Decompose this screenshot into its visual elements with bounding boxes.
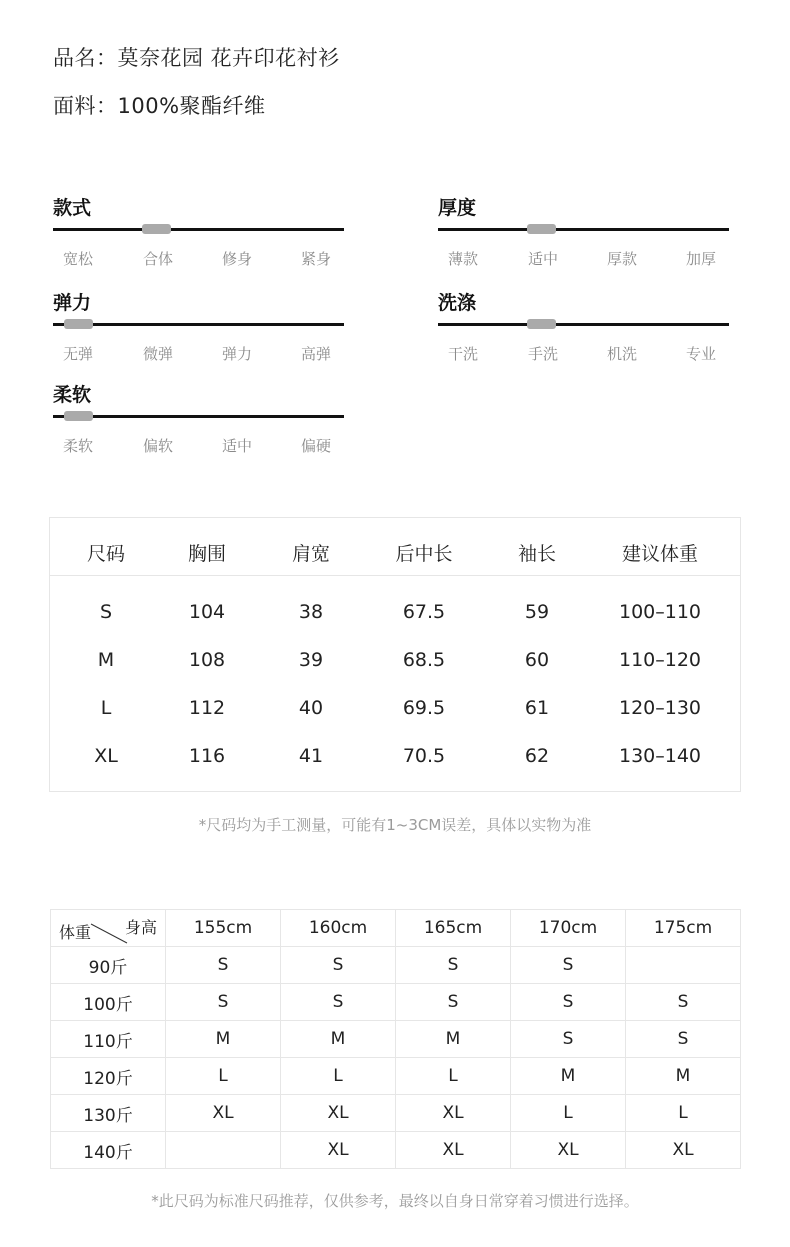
size-table-header-cell: 肩宽 <box>291 543 330 565</box>
recommended-size-cell: XL <box>281 1132 396 1169</box>
recommended-size-cell: S <box>281 947 396 984</box>
attribute-marker <box>527 224 556 234</box>
recommended-size-cell: L <box>166 1058 281 1095</box>
recommended-size-cell: S <box>281 984 396 1021</box>
recommended-size-cell: S <box>511 1021 626 1058</box>
recommended-size-cell: M <box>166 1021 281 1058</box>
attribute-3 <box>438 288 729 368</box>
recommendation-note: *此尺码为标准尺码推荐，仅供参考，最终以自身日常穿着习惯进行选择。 <box>151 1192 639 1210</box>
attribute-options <box>438 248 729 270</box>
corner-weight-label: 体重 <box>59 923 92 942</box>
attribute-track <box>438 228 729 231</box>
attribute-option: 修身 <box>221 250 252 268</box>
height-header-cell: 175cm <box>626 910 741 947</box>
size-table-cell: 60 <box>524 649 550 671</box>
recommended-size-cell: S <box>511 947 626 984</box>
recommended-size-cell: S <box>626 1021 741 1058</box>
recommended-size-cell: S <box>166 947 281 984</box>
attribute-options <box>438 343 729 365</box>
weight-cell: 90斤 <box>51 947 166 984</box>
height-header-cell: 160cm <box>281 910 396 947</box>
size-table-cell: 70.5 <box>402 745 446 767</box>
recommended-size-cell: XL <box>396 1095 511 1132</box>
size-table-cell: 110–120 <box>618 649 702 671</box>
attribute-marker <box>527 319 556 329</box>
recommended-size-cell: S <box>511 984 626 1021</box>
recommended-size-cell: XL <box>511 1132 626 1169</box>
recommendation-corner-cell <box>51 910 166 947</box>
attribute-option: 机洗 <box>606 345 637 363</box>
attribute-option: 专业 <box>685 345 716 363</box>
attribute-track <box>438 323 729 326</box>
size-table-cell: 61 <box>524 697 550 719</box>
size-table-cell: 68.5 <box>402 649 446 671</box>
recommended-size-cell: M <box>626 1058 741 1095</box>
attribute-option: 适中 <box>527 250 558 268</box>
attribute-title: 柔软 <box>53 384 92 406</box>
attribute-2 <box>53 288 344 368</box>
recommended-size-cell: XL <box>166 1095 281 1132</box>
recommended-size-cell: M <box>281 1021 396 1058</box>
attribute-option: 偏软 <box>142 437 173 455</box>
attribute-option: 柔软 <box>62 437 93 455</box>
recommended-size-cell: L <box>281 1058 396 1095</box>
height-header-cell: 155cm <box>166 910 281 947</box>
attribute-options <box>53 343 344 365</box>
attribute-0 <box>53 193 344 273</box>
size-table-header-cell: 尺码 <box>86 543 125 565</box>
recommendation-row <box>51 947 741 984</box>
weight-cell: 100斤 <box>51 984 166 1021</box>
recommended-size-cell: S <box>626 984 741 1021</box>
recommended-size-cell: L <box>511 1095 626 1132</box>
size-table-cell: 130–140 <box>618 745 702 767</box>
recommendation-row <box>51 1095 741 1132</box>
recommended-size-cell: L <box>396 1058 511 1095</box>
weight-cell: 120斤 <box>51 1058 166 1095</box>
height-header-cell: 165cm <box>396 910 511 947</box>
attribute-1 <box>438 193 729 273</box>
size-table-cell: 67.5 <box>402 601 446 623</box>
recommended-size-cell: S <box>396 984 511 1021</box>
recommendation-row <box>51 1058 741 1095</box>
recommended-size-cell: M <box>511 1058 626 1095</box>
recommendation-row <box>51 984 741 1021</box>
attribute-track <box>53 323 344 326</box>
size-table-cell: 69.5 <box>402 697 446 719</box>
size-table-cell: 39 <box>298 649 324 671</box>
attribute-option: 干洗 <box>447 345 478 363</box>
attribute-marker <box>64 319 93 329</box>
recommended-size-cell: XL <box>396 1132 511 1169</box>
attribute-option: 紧身 <box>300 250 331 268</box>
size-table-cell: 59 <box>524 601 550 623</box>
size-table-header-cell: 后中长 <box>395 543 453 565</box>
size-table-cell: XL <box>94 745 118 767</box>
attribute-track <box>53 228 344 231</box>
size-table-cell: 104 <box>188 601 226 623</box>
attribute-marker <box>64 411 93 421</box>
attribute-option: 无弹 <box>62 345 93 363</box>
product-material: 面料：100%聚酯纤维 <box>53 94 266 118</box>
size-table-cell: 62 <box>524 745 550 767</box>
size-table-header <box>50 518 740 576</box>
recommended-size-cell <box>166 1132 281 1169</box>
size-table-cell: 100–110 <box>618 601 702 623</box>
attribute-option: 厚款 <box>606 250 637 268</box>
weight-cell: 110斤 <box>51 1021 166 1058</box>
product-name: 品名：莫奈花园 花卉印花衬衫 <box>53 46 340 70</box>
attribute-option: 微弹 <box>142 345 173 363</box>
size-table-cell: L <box>100 697 112 719</box>
size-table <box>49 517 741 792</box>
attribute-option: 薄款 <box>447 250 478 268</box>
size-table-cell: 108 <box>188 649 226 671</box>
size-table-cell: 116 <box>188 745 226 767</box>
attribute-option: 弹力 <box>221 345 252 363</box>
attribute-title: 厚度 <box>438 197 477 219</box>
attribute-title: 洗涤 <box>438 292 477 314</box>
recommended-size-cell: L <box>626 1095 741 1132</box>
size-table-cell: 112 <box>188 697 226 719</box>
recommendation-row <box>51 1132 741 1169</box>
recommended-size-cell <box>626 947 741 984</box>
recommendation-header-row <box>51 910 741 947</box>
size-table-cell: M <box>97 649 115 671</box>
recommended-size-cell: S <box>166 984 281 1021</box>
attribute-marker <box>142 224 171 234</box>
size-table-cell: S <box>99 601 113 623</box>
attribute-option: 偏硬 <box>300 437 331 455</box>
size-table-cell: 41 <box>298 745 324 767</box>
attribute-4 <box>53 380 344 460</box>
weight-cell: 140斤 <box>51 1132 166 1169</box>
size-table-header-cell: 袖长 <box>517 543 556 565</box>
size-table-cell: 40 <box>298 697 324 719</box>
attribute-option: 适中 <box>221 437 252 455</box>
recommended-size-cell: S <box>396 947 511 984</box>
size-recommendation-table <box>50 909 741 1169</box>
attribute-options <box>53 435 344 457</box>
size-table-note: *尺码均为手工测量，可能有1~3CM误差，具体以实物为准 <box>198 816 592 834</box>
size-table-cell: 38 <box>298 601 324 623</box>
size-table-header-cell: 胸围 <box>187 543 226 565</box>
size-table-header-cell: 建议体重 <box>621 543 698 565</box>
attribute-option: 宽松 <box>62 250 93 268</box>
recommended-size-cell: XL <box>626 1132 741 1169</box>
attribute-options <box>53 248 344 270</box>
recommended-size-cell: XL <box>281 1095 396 1132</box>
attribute-option: 高弹 <box>300 345 331 363</box>
height-header-cell: 170cm <box>511 910 626 947</box>
attribute-title: 弹力 <box>53 292 92 314</box>
attribute-option: 合体 <box>142 250 173 268</box>
attribute-option: 加厚 <box>685 250 716 268</box>
attribute-option: 手洗 <box>527 345 558 363</box>
recommended-size-cell: M <box>396 1021 511 1058</box>
size-table-cell: 120–130 <box>618 697 702 719</box>
weight-cell: 130斤 <box>51 1095 166 1132</box>
corner-height-label: 身高 <box>124 918 157 937</box>
attribute-track <box>53 415 344 418</box>
attribute-title: 款式 <box>53 197 92 219</box>
recommendation-row <box>51 1021 741 1058</box>
